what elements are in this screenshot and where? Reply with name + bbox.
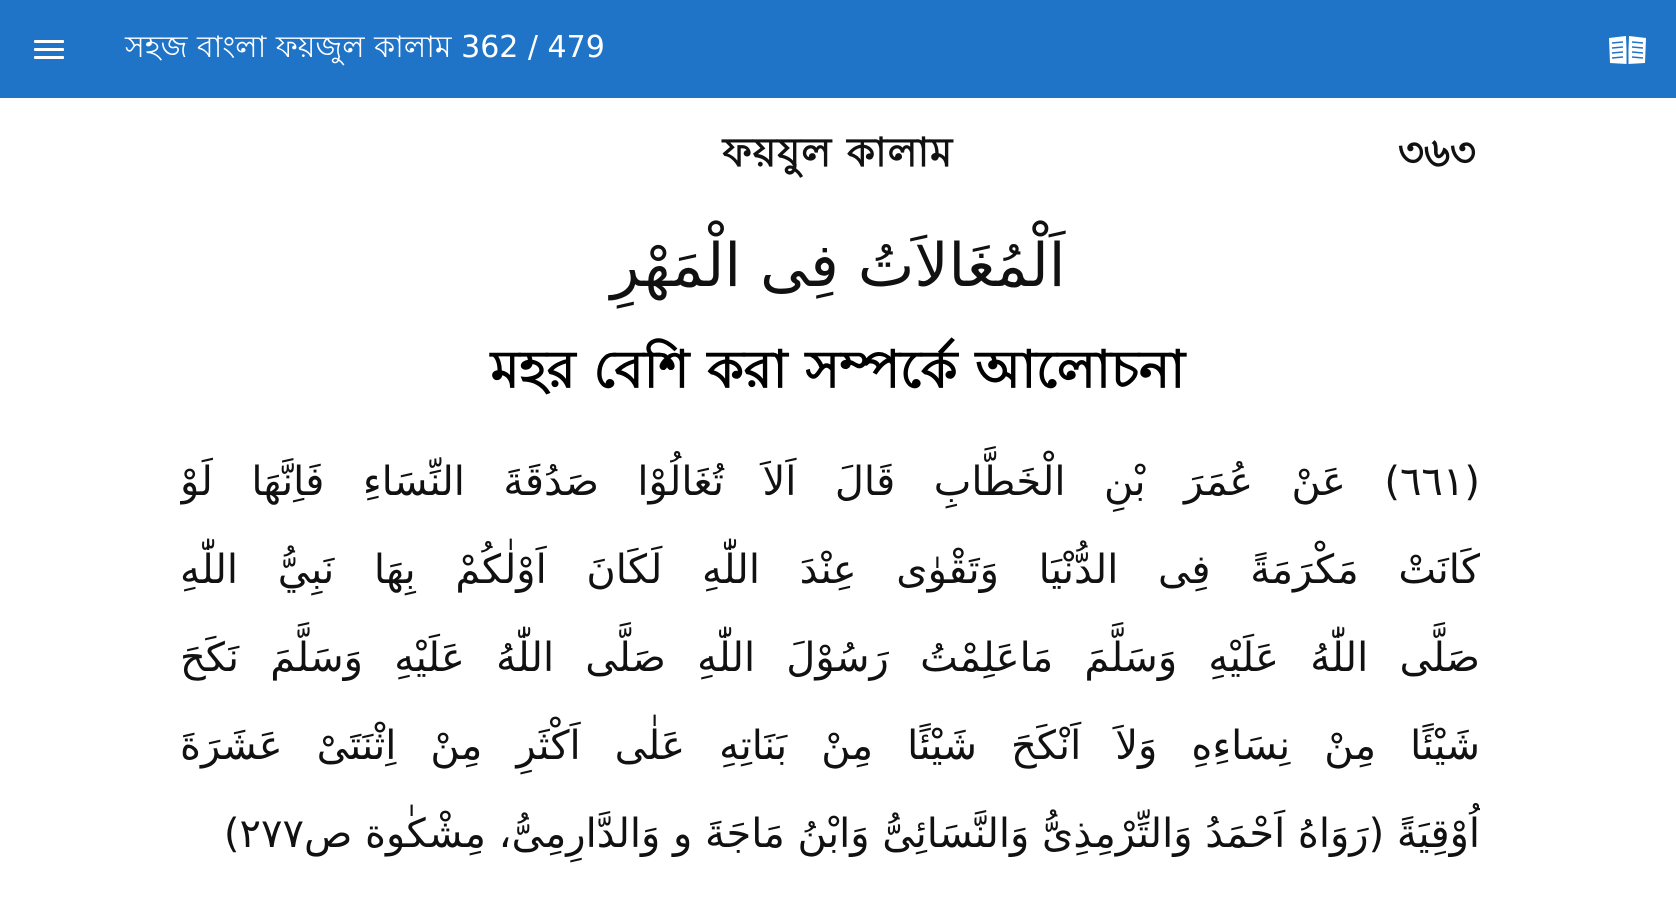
open-book-icon[interactable] [1606,32,1650,68]
hadith-line: (٦٦١) عَنْ عُمَرَ بْنِ الْخَطَّابِ قَالَ اَلاَ تُغَالُوْا صَدُقَةَ النِّسَاءِ فَاِنَّهَا لَوْ [180,459,1480,505]
arabic-heading: اَلْمُغَالاَتُ فِى الْمَهْرِ [610,231,1066,301]
page-number: ৩৬৩ [1397,130,1476,176]
bengali-heading: মহর বেশি করা সম্পর্কে আলোচনা [490,340,1186,400]
hadith-reference-line: اُوْقِيَةً (رَوَاهُ اَحْمَدُ وَالتِّرْمِذِىُّ وَالنَّسَائِىُّ وَابْنُ مَاجَةَ و وَالدَّارِمِىُّ، مِشْكٰوة ص٢٧٧) [223,811,1480,857]
hadith-line: شَيْئًا مِنْ نِسَاءِهِ وَلاَ اَنْكَحَ شَيْئًا مِنْ بَنَاتِهِ عَلٰى اَكْثَرِ مِنْ اِثْنَتَىْ عَشَرَةَ [180,723,1480,769]
book-header-title: ফয়যুল কালাম [722,130,954,176]
app-title: সহজ বাংলা ফয়জুল কালাম 362 / 479 [125,30,605,65]
hadith-line: كَانَتْ مَكْرَمَةً فِى الدُّنْيَا وَتَقْوٰى عِنْدَ اللّٰهِ لَكَانَ اَوْلٰكُمْ بِهَا نَبِيُّ اللّٰهِ [180,547,1480,593]
app-bar [0,0,1676,98]
book-page [0,98,1676,900]
hadith-line: صَلَّى اللّٰهُ عَلَيْهِ وَسَلَّمَ مَاعَلِمْتُ رَسُوْلَ اللّٰهِ صَلَّى اللّٰهُ عَلَيْهِ وَسَلَّمَ نَكَحَ [180,635,1480,681]
hamburger-menu-icon[interactable] [28,30,72,68]
hadith-text [180,438,1480,878]
